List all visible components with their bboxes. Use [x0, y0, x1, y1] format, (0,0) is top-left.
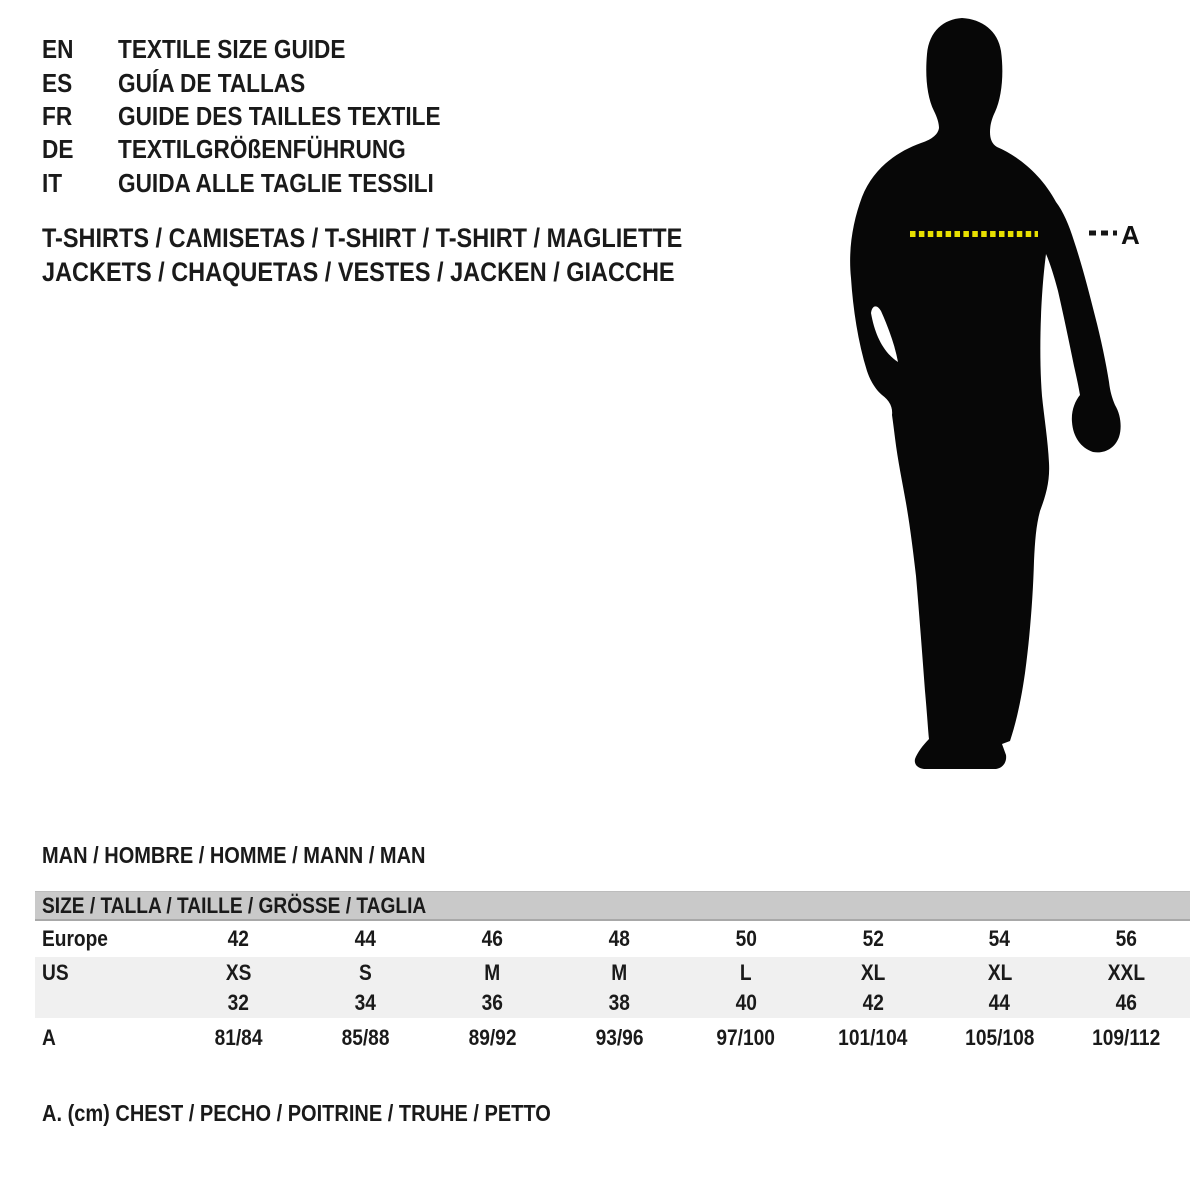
language-code: DE — [42, 134, 74, 165]
section-title-text: MAN / HOMBRE / HOMME / MANN / MAN — [42, 841, 426, 868]
language-guide-list — [42, 33, 489, 200]
cell: L — [740, 959, 752, 985]
row-label: A — [42, 1025, 56, 1050]
language-row-en — [42, 33, 489, 66]
cell: 42 — [862, 990, 884, 1015]
table-row-europe — [35, 921, 1190, 957]
cell: 105/108 — [965, 1025, 1035, 1050]
measurement-footnote — [42, 1098, 627, 1128]
cell: S — [358, 959, 372, 985]
table-row-us-numeric — [35, 988, 1190, 1018]
cell: M — [611, 959, 628, 985]
cell: 34 — [354, 990, 376, 1015]
man-silhouette-figure — [840, 14, 1150, 776]
cell: 44 — [354, 926, 376, 951]
section-title-man — [42, 842, 483, 868]
cell: 36 — [481, 990, 503, 1015]
cell: XS — [225, 959, 252, 985]
cell: XXL — [1107, 959, 1146, 985]
cell: 42 — [227, 926, 250, 951]
table-row-us — [35, 957, 1190, 988]
language-code: FR — [42, 100, 73, 131]
product-line-jackets: JACKETS / CHAQUETAS / VESTES / JACKEN / GIACCHE — [42, 256, 675, 287]
guide-title-fr: GUIDE DES TAILLES TEXTILE — [118, 100, 441, 131]
cell: 40 — [735, 990, 757, 1015]
cell: 54 — [989, 926, 1011, 951]
measure-label-a: A — [1121, 220, 1140, 250]
cell: 46 — [481, 926, 503, 951]
cell: 50 — [735, 926, 757, 951]
product-line-tshirts: T-SHIRTS / CAMISETAS / T-SHIRT / T-SHIRT / MAGLIETTE — [42, 223, 683, 254]
cell: XL — [860, 959, 886, 985]
guide-title-de: TEXTILGRÖßENFÜHRUNG — [118, 134, 406, 165]
cell: 85/88 — [341, 1025, 390, 1050]
cell: 81/84 — [214, 1025, 263, 1050]
cell: 44 — [989, 990, 1011, 1015]
language-code: EN — [42, 34, 74, 65]
row-label: Europe — [42, 926, 108, 951]
cell: 48 — [608, 926, 630, 951]
guide-title-en: TEXTILE SIZE GUIDE — [118, 34, 346, 65]
measurement-footnote-text: A. (cm) CHEST / PECHO / POITRINE / TRUHE / PETTO — [42, 1099, 551, 1126]
cell: 46 — [1115, 990, 1138, 1015]
language-code: ES — [42, 67, 73, 98]
size-table-header-row — [35, 891, 1190, 921]
language-row-it — [42, 167, 489, 200]
size-table — [35, 891, 1190, 1058]
cell: M — [484, 959, 501, 985]
language-row-de — [42, 133, 489, 166]
product-category-block — [42, 222, 778, 289]
cell: 52 — [862, 926, 884, 951]
man-silhouette — [850, 18, 1121, 769]
cell: 97/100 — [716, 1025, 776, 1050]
cell: 101/104 — [838, 1025, 908, 1050]
language-code: IT — [42, 167, 63, 198]
table-row-chest-a — [35, 1018, 1190, 1058]
cell: 32 — [227, 990, 250, 1015]
cell: XL — [987, 959, 1012, 985]
guide-title-es: GUÍA DE TALLAS — [118, 67, 306, 98]
cell: 89/92 — [468, 1025, 517, 1050]
row-label: US — [42, 959, 69, 985]
cell: 56 — [1115, 926, 1138, 951]
guide-title-it: GUIDA ALLE TAGLIE TESSILI — [118, 167, 434, 198]
cell: 109/112 — [1092, 1025, 1161, 1050]
language-row-es — [42, 66, 489, 99]
cell: 93/96 — [595, 1025, 644, 1050]
size-table-header-text: SIZE / TALLA / TAILLE / GRÖSSE / TAGLIA — [42, 892, 427, 918]
cell: 38 — [608, 990, 630, 1015]
language-row-fr — [42, 100, 489, 133]
